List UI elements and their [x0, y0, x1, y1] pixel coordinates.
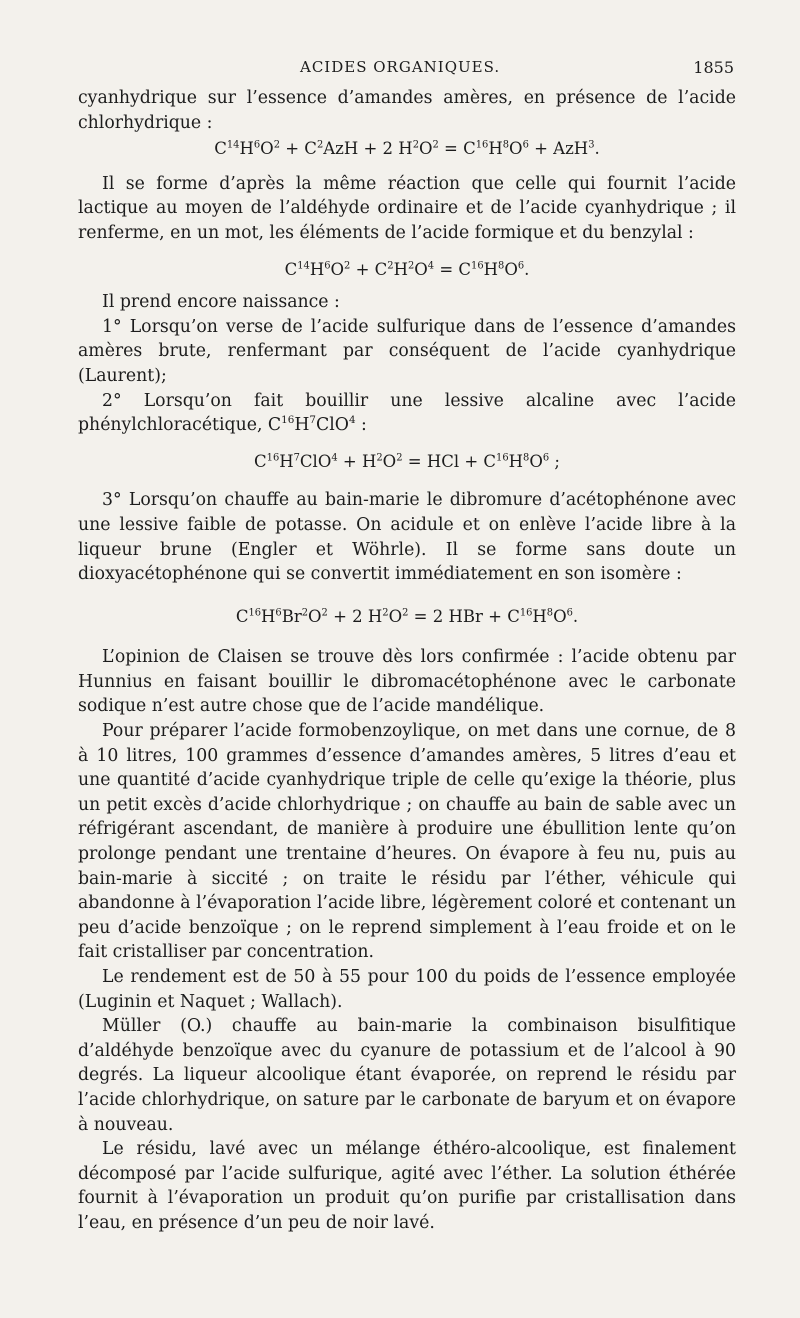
formula-part: + H: [337, 451, 377, 471]
formula-superscript: 2: [412, 139, 419, 151]
formula-superscript: 6: [517, 260, 525, 272]
formula-part: O: [509, 139, 523, 159]
formula-superscript: 2: [382, 607, 389, 619]
formula-superscript: 2: [316, 139, 324, 151]
equation: [78, 258, 736, 283]
formula-part: H: [294, 415, 310, 436]
formula-superscript: 6: [275, 607, 282, 619]
formula-superscript: 2: [376, 452, 383, 464]
formula-part: ClO: [299, 451, 332, 471]
formula-part: .: [594, 139, 600, 159]
paragraph: Il prend encore naissance :: [102, 292, 340, 313]
formula-superscript: 2: [402, 607, 409, 619]
equation: [78, 450, 736, 475]
paragraph: Il se forme d’après la même réaction que celle qui fournit l’acide lactique au moyen de l’aldéhyde ordinaire et de l’acide cyanhydrique ; il renferme, en un mot, les éléments de l’acide formique et du benzylal :: [78, 173, 736, 243]
formula-superscript: 14: [297, 260, 310, 272]
formula-superscript: 4: [331, 452, 338, 464]
equation: [78, 137, 736, 162]
formula-part: H: [239, 139, 254, 159]
formula-part: H: [279, 451, 294, 471]
formula-part: H: [261, 606, 276, 626]
formula-part: ;: [549, 451, 560, 471]
formula-part: O: [553, 606, 567, 626]
formula-part: O: [418, 139, 433, 159]
formula-superscript: 16: [471, 260, 484, 272]
formula-superscript: 2: [321, 607, 328, 619]
formula-part: H: [483, 259, 499, 279]
formula-part: = C: [434, 259, 472, 279]
formula-superscript: 16: [496, 452, 509, 464]
formula-superscript: 16: [519, 607, 533, 619]
paragraph: 3° Lorsqu’on chauffe au bain-marie le dibromure d’acétophénone avec une lessive faible de potasse. On acidule et on enlève l’acide libre à la liqueur brune (Engler et Wöhrle). Il se forme sans doute un dioxyacétophénone qui se convertit immédiatement en son isomère :: [78, 490, 736, 585]
running-title: ACIDES ORGANIQUES.: [300, 58, 501, 76]
formula-superscript: 8: [502, 139, 510, 151]
formula-part: + 2 H: [358, 139, 413, 159]
formula-part: = 2 HBr + C: [408, 606, 520, 626]
inline-formula: [281, 415, 355, 435]
formula-superscript: 16: [248, 607, 262, 619]
body-text: [78, 86, 736, 1236]
formula-superscript: 2: [396, 452, 403, 464]
formula-part: Br: [281, 606, 302, 626]
formula-superscript: 16: [281, 414, 295, 427]
formula-part: C: [235, 606, 249, 626]
formula-superscript: 2: [387, 260, 394, 272]
formula-superscript: 6: [542, 452, 550, 464]
formula-superscript: 6: [566, 607, 573, 619]
formula-superscript: 14: [226, 139, 240, 151]
formula-superscript: 6: [253, 139, 261, 151]
formula-part: O: [414, 259, 428, 279]
paragraph-text: 2° Lorsqu’on fait bouillir une lessive alcaline avec l’acide phénylchloracétique, C: [78, 390, 736, 436]
formula-superscript: 7: [309, 414, 317, 427]
paragraph: Müller (O.) chauffe au bain-marie la combinaison bisulfitique d’aldéhyde benzoïque avec du cyanure de potassium et de l’alcool à 90 degrés. La liqueur alcoolique étant évaporée, on reprend le résidu par l’acide chlorhydrique, on sature par le carbonate de baryum et on évapore à nouveau.: [78, 1016, 736, 1135]
paragraph: [78, 389, 736, 438]
paragraph: Le rendement est de 50 à 55 pour 100 du poids de l’essence employée (Luginin et Naquet ; Wallach).: [78, 967, 736, 1012]
formula-part: + AzH: [528, 139, 589, 159]
formula-part: C: [214, 139, 227, 159]
formula-part: + C: [350, 259, 388, 279]
formula-superscript: 16: [266, 452, 280, 464]
formula-part: H: [309, 259, 325, 279]
formula-superscript: 4: [427, 260, 435, 272]
formula-superscript: 4: [348, 414, 356, 427]
formula-part: H: [488, 139, 503, 159]
formula-part: O: [260, 139, 274, 159]
formula-part: + 2 H: [327, 606, 383, 626]
formula-superscript: 3: [588, 139, 595, 151]
formula-superscript: 6: [522, 139, 529, 151]
paragraph: cyanhydrique sur l’essence d’amandes amères, en présence de l’acide chlorhydrique :: [78, 88, 736, 133]
page-number: 1855: [693, 58, 734, 77]
formula-superscript: 6: [324, 260, 331, 272]
formula-part: O: [529, 451, 543, 471]
paragraph: Pour préparer l’acide formobenzoylique, on met dans une cornue, de 8 à 10 litres, 100 grammes d’essence d’amandes amères, 5 litres d’eau et une quantité d’acide cyanhydrique triple de celle qu’exige la théorie, plus un petit excès d’acide chlorhydrique ; on chauffe au bain de sable avec un réfrigérant ascendant, de manière à produire une ébullition lente qu’on prolonge pendant une trentaine d’heures. On évapore à feu nu, puis au bain-marie à siccité ; on traite le résidu par l’éther, véhicule qui abandonne à l’évaporation l’acide libre, légèrement coloré et contenant un peu d’acide benzoïque ; on le reprend simplement à l’eau froide et on le fait cristalliser par concentration.: [78, 721, 736, 963]
formula-part: O: [504, 259, 518, 279]
formula-part: = C: [438, 139, 476, 159]
formula-part: H: [393, 259, 408, 279]
running-header: [0, 58, 800, 82]
formula-part: + C: [279, 139, 317, 159]
formula-part: ClO: [316, 415, 349, 436]
formula-superscript: 8: [546, 607, 554, 619]
formula-superscript: 2: [407, 260, 415, 272]
equation: [78, 605, 736, 630]
formula-part: O: [308, 606, 322, 626]
formula-part: .: [524, 259, 530, 279]
formula-superscript: 7: [293, 452, 300, 464]
formula-superscript: 2: [344, 260, 351, 272]
paragraph: Le résidu, lavé avec un mélange éthéro-alcoolique, est finalement décomposé par l’acide sulfurique, agité avec l’éther. La solution éthérée fournit à l’évaporation un produit qu’on purifie par cristallisation dans l’eau, en présence d’un peu de noir lavé.: [78, 1139, 736, 1233]
paragraph: L’opinion de Claisen se trouve dès lors confirmée : l’acide obtenu par Hunnius en faisant bouillir le dibromacétophénone avec le carbonate sodique n’est autre chose que de l’acide mandélique.: [78, 647, 736, 717]
formula-superscript: 16: [475, 139, 489, 151]
formula-superscript: 8: [498, 260, 505, 272]
formula-part: H: [508, 451, 524, 471]
formula-part: C: [284, 259, 298, 279]
paragraph: 1° Lorsqu’on verse de l’acide sulfurique dans de l’essence d’amandes amères brute, renfermant par conséquent de l’acide cyanhydrique (Laurent);: [78, 316, 736, 386]
formula-part: H: [532, 606, 547, 626]
formula-part: O: [382, 451, 397, 471]
formula-part: .: [572, 606, 579, 626]
paragraph-text: :: [355, 415, 367, 436]
formula-superscript: 8: [523, 452, 530, 464]
formula-part: O: [388, 606, 403, 626]
formula-superscript: 2: [432, 139, 439, 151]
formula-superscript: 2: [273, 139, 280, 151]
formula-superscript: 2: [301, 607, 309, 619]
formula-part: O: [330, 259, 345, 279]
formula-part: C: [254, 451, 267, 471]
formula-part: AzH: [323, 139, 359, 159]
formula-part: = HCl + C: [402, 451, 497, 471]
